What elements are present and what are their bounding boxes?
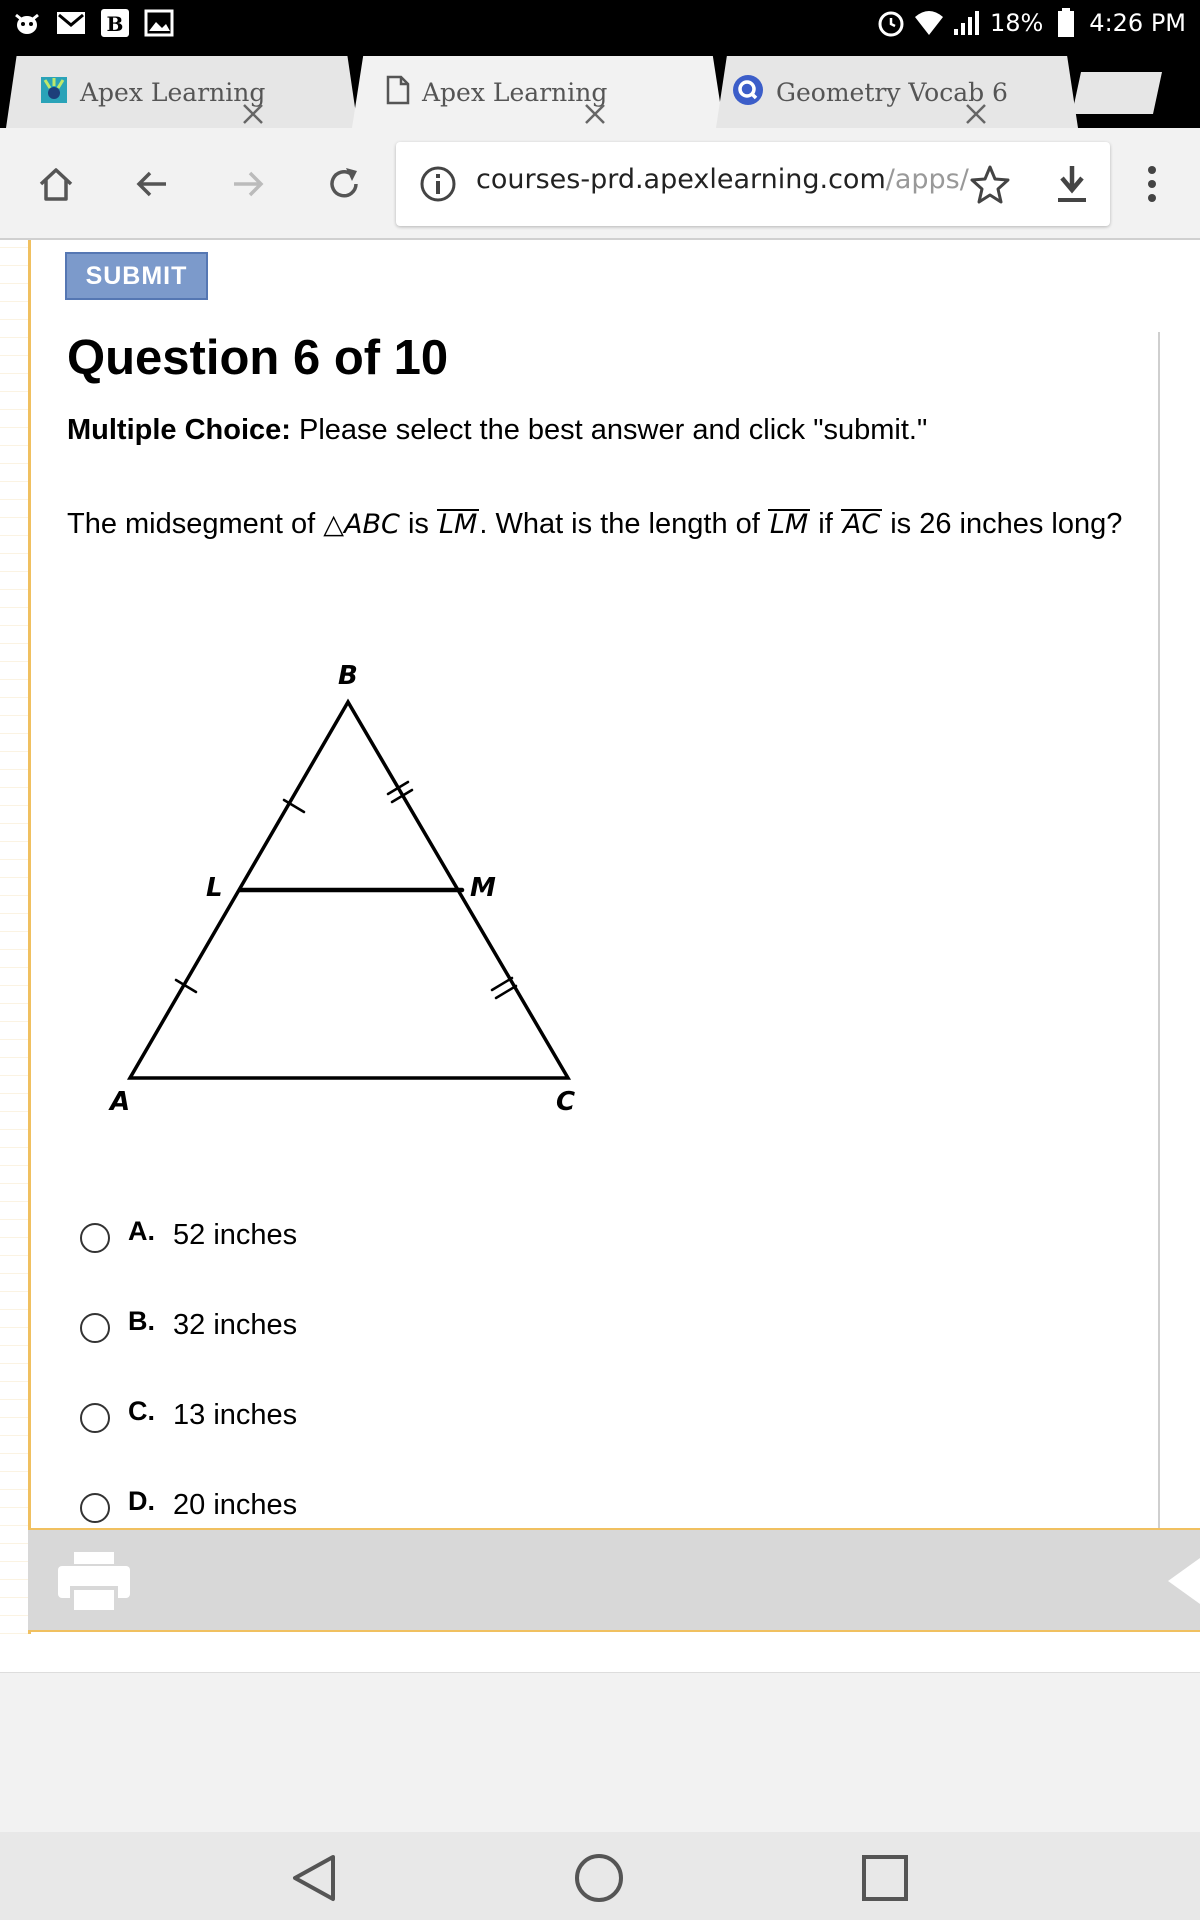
vertex-label-c: C (556, 1087, 576, 1117)
option-d[interactable] (80, 1480, 480, 1530)
question-type-label: Multiple Choice: (67, 414, 291, 446)
option-a[interactable] (80, 1210, 480, 1260)
vertex-label-l: L (206, 873, 223, 903)
apex-logo-icon (40, 76, 68, 109)
bookmark-star-icon[interactable] (970, 164, 1010, 209)
instructions (67, 414, 927, 447)
option-letter: C. (128, 1395, 155, 1426)
segment-ac: AC (842, 509, 881, 540)
nav-recents-icon[interactable] (855, 1848, 915, 1908)
battery-percent: 18% (989, 9, 1044, 37)
left-margin (0, 240, 28, 1634)
tab-title: Apex Learning (80, 77, 266, 107)
instructions-text: Please select the best answer and click "submit." (290, 414, 928, 446)
browser-toolbar (0, 128, 1200, 240)
option-b[interactable] (80, 1300, 480, 1350)
content-divider (1158, 332, 1160, 1528)
segment-lm: LM (438, 509, 478, 540)
tab-apex-learning-2[interactable] (352, 56, 724, 128)
back-icon[interactable] (126, 158, 178, 210)
forward-icon[interactable] (222, 158, 274, 210)
system-navigation-bar (0, 1832, 1200, 1920)
nav-back-icon[interactable] (284, 1848, 344, 1908)
bottom-toolbar (28, 1528, 1200, 1632)
battery-icon (1051, 8, 1081, 38)
gmail-icon (56, 8, 86, 38)
option-text: 52 inches (173, 1218, 298, 1251)
option-text: 13 inches (173, 1398, 298, 1431)
b-app-icon (100, 8, 130, 38)
tab-title: Apex Learning (422, 77, 608, 107)
url-text[interactable]: courses-prd.apexlearning.com/apps/ (476, 164, 969, 195)
tab-strip (0, 50, 1200, 128)
home-icon[interactable] (30, 158, 82, 210)
signal-icon (952, 8, 982, 38)
question-title: Question 6 of 10 (67, 331, 449, 385)
quizlet-q-icon (732, 74, 764, 111)
document-icon (386, 75, 410, 110)
info-icon[interactable] (418, 164, 458, 209)
print-icon[interactable] (58, 1550, 130, 1614)
tab-title: Geometry Vocab 6 (776, 77, 1008, 107)
option-letter: A. (128, 1215, 155, 1246)
close-icon[interactable] (239, 100, 267, 128)
triangle-figure (100, 650, 620, 1130)
clock: 4:26 PM (1089, 9, 1186, 37)
wifi-icon (914, 8, 944, 38)
option-c[interactable] (80, 1390, 480, 1440)
vertex-label-m: M (470, 873, 496, 903)
status-bar (0, 0, 1200, 50)
vertex-label-b: B (338, 661, 358, 691)
radio-button[interactable] (80, 1403, 110, 1433)
address-bar[interactable] (396, 142, 1110, 226)
cow-app-icon (12, 8, 42, 38)
download-icon[interactable] (1046, 158, 1098, 210)
collapse-arrow-icon[interactable] (1166, 1556, 1200, 1606)
radio-button[interactable] (80, 1223, 110, 1253)
option-text: 20 inches (173, 1488, 298, 1521)
menu-more-icon[interactable] (1126, 158, 1178, 210)
option-letter: B. (128, 1305, 155, 1336)
radio-button[interactable] (80, 1313, 110, 1343)
close-icon[interactable] (581, 100, 609, 128)
svg-text:B: B (106, 12, 124, 36)
option-letter: D. (128, 1485, 155, 1516)
question-prompt: The midsegment of △ABC is LM. What is the length of LM if AC is 26 inches long? (67, 508, 1123, 540)
radio-button[interactable] (80, 1493, 110, 1523)
segment-lm: LM (769, 509, 809, 540)
nav-home-icon[interactable] (569, 1848, 629, 1908)
tab-geometry-vocab[interactable] (716, 56, 1078, 128)
tab-apex-learning-1[interactable] (6, 56, 358, 128)
vertex-label-a: A (110, 1087, 131, 1117)
page-background (0, 1672, 1200, 1832)
reload-icon[interactable] (318, 158, 370, 210)
new-tab-button[interactable] (1072, 72, 1162, 114)
photo-icon (144, 8, 174, 38)
alarm-icon (876, 8, 906, 38)
close-icon[interactable] (962, 100, 990, 128)
submit-button[interactable]: SUBMIT (65, 252, 208, 300)
triangle-notation: △ABC (323, 509, 400, 540)
option-text: 32 inches (173, 1308, 298, 1341)
